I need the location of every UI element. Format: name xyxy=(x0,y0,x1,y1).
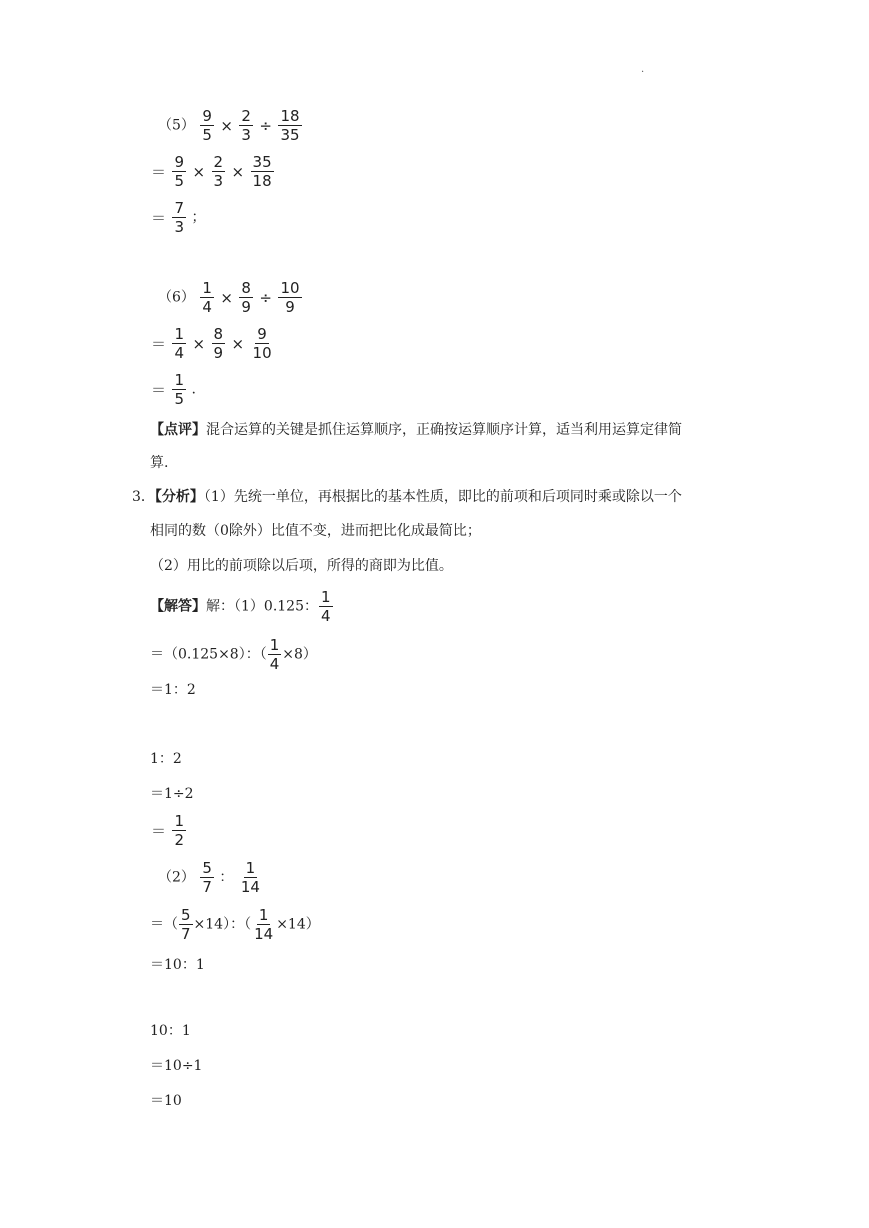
punctuation: ； xyxy=(191,209,206,226)
fraction-5-7: $\frac{5}{7}$ xyxy=(181,906,191,943)
answer-line-5: ＝1÷2 xyxy=(150,786,194,802)
question-3-analysis-line-1 xyxy=(132,487,682,507)
part-2-label: （2） xyxy=(158,869,195,886)
problem-6-result xyxy=(150,372,196,407)
fraction-1-14: $\frac{1}{14}$ xyxy=(240,859,260,896)
comment-tag: 【点评】 xyxy=(150,422,206,438)
times-symbol: × xyxy=(220,288,233,307)
fraction-7-3: $\frac{7}{3}$ xyxy=(174,199,185,236)
comment-line-2: 算. xyxy=(150,455,169,471)
equals-symbol: ＝ xyxy=(151,334,167,353)
comment-line-1 xyxy=(150,420,682,440)
punctuation: . xyxy=(191,381,196,398)
answer-line-2 xyxy=(150,637,317,672)
fraction-1-14: $\frac{1}{14}$ xyxy=(254,906,274,943)
fraction-1-2: $\frac{1}{2}$ xyxy=(174,812,185,849)
divide-symbol: ÷ xyxy=(259,288,272,307)
problem-6-label: （6） xyxy=(158,289,195,306)
equals-symbol: ＝ xyxy=(151,208,167,227)
answer-line-4: 1：2 xyxy=(150,751,182,767)
answer-text: ×14）：（ xyxy=(193,916,252,933)
question-3-analysis-line-2: 相同的数（0除外）比值不变，进而把比化成最简比； xyxy=(150,523,481,539)
fraction-1-4: $\frac{1}{4}$ xyxy=(269,636,280,673)
equals-symbol: ＝ xyxy=(151,821,167,840)
fraction-2-3: $\frac{2}{3}$ xyxy=(241,107,251,144)
fraction-1-4: $\frac{1}{4}$ xyxy=(202,279,212,316)
answer-line-7 xyxy=(150,907,320,942)
header-dot: . xyxy=(641,64,645,75)
answer-text: ×8） xyxy=(282,646,317,663)
problem-5-result xyxy=(150,200,205,235)
fraction-1-4: $\frac{1}{4}$ xyxy=(321,588,331,625)
question-number: 3． xyxy=(132,489,155,505)
answer-intro: 解：（1）0.125： xyxy=(206,598,318,615)
fraction-8-9: $\frac{8}{9}$ xyxy=(213,325,224,362)
times-symbol: × xyxy=(192,334,206,353)
analysis-text: （1）先统一单位，再根据比的基本性质，即比的前项和后项同时乘或除以一个 xyxy=(203,489,682,505)
fraction-1-4: $\frac{1}{4}$ xyxy=(174,325,185,362)
fraction-9-5: $\frac{9}{5}$ xyxy=(174,153,185,190)
analysis-tag: 【分析】 xyxy=(154,489,204,505)
answer-line-3: ＝1：2 xyxy=(150,682,196,698)
answer-text: ＝（ xyxy=(150,916,178,933)
fraction-8-9: $\frac{8}{9}$ xyxy=(241,279,251,316)
times-symbol: × xyxy=(231,334,245,353)
times-symbol: × xyxy=(192,162,206,181)
answer-line-1 xyxy=(150,589,334,624)
answer-text: ×14） xyxy=(276,916,320,933)
answer-tag: 【解答】 xyxy=(150,598,206,615)
answer-part-2 xyxy=(158,860,263,895)
answer-line-6 xyxy=(150,813,187,848)
answer-line-9: 10：1 xyxy=(150,1023,191,1039)
comment-text: 混合运算的关键是抓住运算顺序，正确按运算顺序计算，适当利用运算定律简 xyxy=(206,422,682,438)
colon: ： xyxy=(219,869,234,886)
divide-symbol: ÷ xyxy=(259,116,272,135)
answer-line-10: ＝10÷1 xyxy=(150,1058,203,1074)
equals-symbol: ＝ xyxy=(151,380,167,399)
fraction-5-7: $\frac{5}{7}$ xyxy=(202,859,212,896)
fraction-35-18: $\frac{35}{18}$ xyxy=(252,153,272,190)
problem-5-label: （5） xyxy=(158,117,195,134)
problem-5-expression xyxy=(158,108,303,143)
fraction-18-35: $\frac{18}{35}$ xyxy=(280,107,300,144)
answer-line-8: ＝10：1 xyxy=(150,957,205,973)
problem-5-step-1 xyxy=(150,154,275,189)
fraction-9-5: $\frac{9}{5}$ xyxy=(202,107,212,144)
answer-line-11: ＝10 xyxy=(150,1093,182,1109)
answer-text: ＝（0.125×8）：（ xyxy=(150,646,267,663)
fraction-1-5: $\frac{1}{5}$ xyxy=(174,371,185,408)
fraction-9-10: $\frac{9}{10}$ xyxy=(252,325,272,362)
problem-6-expression xyxy=(158,280,303,315)
times-symbol: × xyxy=(220,116,233,135)
fraction-10-9: $\frac{10}{9}$ xyxy=(280,279,300,316)
problem-6-step-1 xyxy=(150,326,275,361)
fraction-2-3: $\frac{2}{3}$ xyxy=(213,153,224,190)
question-3-analysis-line-3: （2）用比的前项除以后项，所得的商即为比值。 xyxy=(150,558,453,574)
times-symbol: × xyxy=(231,162,245,181)
equals-symbol: ＝ xyxy=(151,162,167,181)
